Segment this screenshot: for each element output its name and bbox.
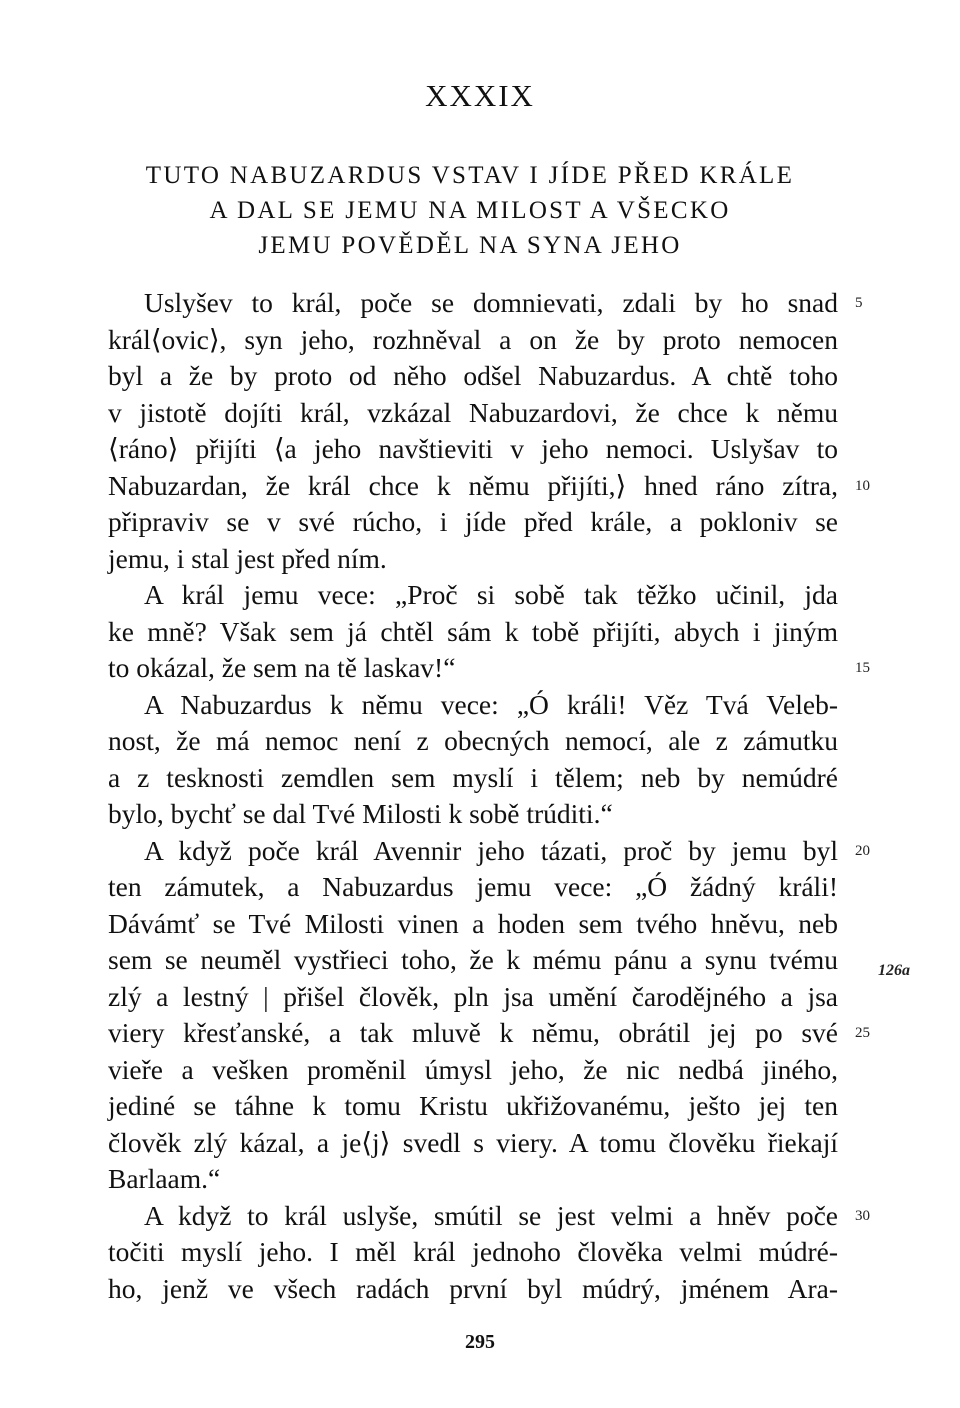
text-line: byl a že by proto od něho odšel Nabuzardus. A chtě toho: [108, 360, 838, 391]
line-number: 10: [855, 477, 870, 494]
line-number: 5: [855, 295, 863, 311]
text-line: A král jemu vece: „Proč si sobě tak těžko učinil, jda: [144, 579, 838, 610]
text-line: král⟨ovic⟩, syn jeho, rozhněval a on že by proto nemocen: [108, 323, 838, 355]
text-line: připraviv se v své rúcho, i jíde před krále, a pokloniv se: [108, 506, 838, 537]
text-line: A když to král uslyše, smútil se jest velmi a hněv poče: [144, 1199, 838, 1231]
text-line: zlý a lestný | přišel člověk, pln jsa umění čarodějného a jsa: [108, 980, 838, 1012]
line-number: 25: [855, 1025, 870, 1041]
text-line: v jistotě dojíti král, vzkázal Nabuzardovi, že chce k němu: [108, 396, 838, 428]
text-line: točiti myslí jeho. I měl král jednoho člověka velmi múdré-: [108, 1236, 838, 1267]
heading-line: A DAL SE JEMU NA MILOST A VŠECKO: [209, 197, 731, 224]
text-line: A Nabuzardus k němu vece: „Ó králi! Věz Tvá Veleb-: [144, 688, 838, 720]
text-line: to okázal, že sem na tě laskav!“: [108, 652, 456, 683]
text-line: vieře a vešken proměnil úmysl jeho, že nic nedbá jiného,: [108, 1053, 838, 1085]
heading-line: TUTO NABUZARDUS VSTAV I JÍDE PŘED KRÁLE: [145, 162, 795, 189]
text-line: jediné se táhne k tomu Kristu ukřižovanému, ješto jej ten: [108, 1090, 838, 1121]
text-line: a z tesknosti zemdlen sem myslí i tělem; neb by nemúdré: [108, 761, 838, 793]
chapter-number: XXXIX: [425, 78, 535, 113]
text-line: A když poče král Avennir jeho tázati, proč by jemu byl: [144, 834, 838, 866]
line-number: 20: [855, 842, 870, 859]
page-number: 295: [465, 1331, 495, 1353]
chapter-heading: [100, 158, 840, 263]
text-line: člověk zlý kázal, a je⟨j⟩ svedl s viery. A tomu člověku řiekají: [108, 1126, 838, 1158]
text-line: Barlaam.“: [108, 1163, 221, 1194]
text-line: sem se neuměl vystřieci toho, že k mému pánu a synu tvému: [108, 944, 838, 975]
line-number: 15: [855, 660, 870, 676]
text-line: bylo, bychť se dal Tvé Milosti k sobě trúditi.“: [108, 798, 613, 829]
line-number: 30: [855, 1207, 870, 1224]
text-line: Nabuzardan, že král chce k němu přijíti,⟩ hned ráno zítra,: [108, 469, 838, 501]
heading-line: JEMU POVĚDĚL NA SYNA JEHO: [258, 232, 682, 259]
text-line: ten zámutek, a Nabuzardus jemu vece: „Ó žádný králi!: [108, 871, 838, 902]
text-line: ⟨ráno⟩ přijíti ⟨a jeho navštieviti v jeho nemoci. Uslyšav to: [108, 433, 838, 464]
body-text: [108, 285, 870, 1307]
text-line: Dávámť se Tvé Milosti vinen a hoden sem tvého hněvu, neb: [108, 907, 838, 939]
text-line: ke mně? Však sem já chtěl sám k tobě přijíti, abych i jiným: [108, 615, 838, 647]
text-line: viery křesťanské, a tak mluvě k němu, obrátil jej po své: [108, 1017, 838, 1048]
text-line: ho, jenž ve všech radách první byl múdrý, jménem Ara-: [108, 1272, 838, 1304]
text-line: Uslyšev to král, poče se domnievati, zdali by ho snad: [144, 287, 838, 318]
text-line: nost, že má nemoc není z obecných nemocí, ale z zámutku: [108, 725, 838, 756]
text-line: jemu, i stal jest před ním.: [108, 542, 387, 574]
folio-marker: 126a: [878, 961, 910, 979]
